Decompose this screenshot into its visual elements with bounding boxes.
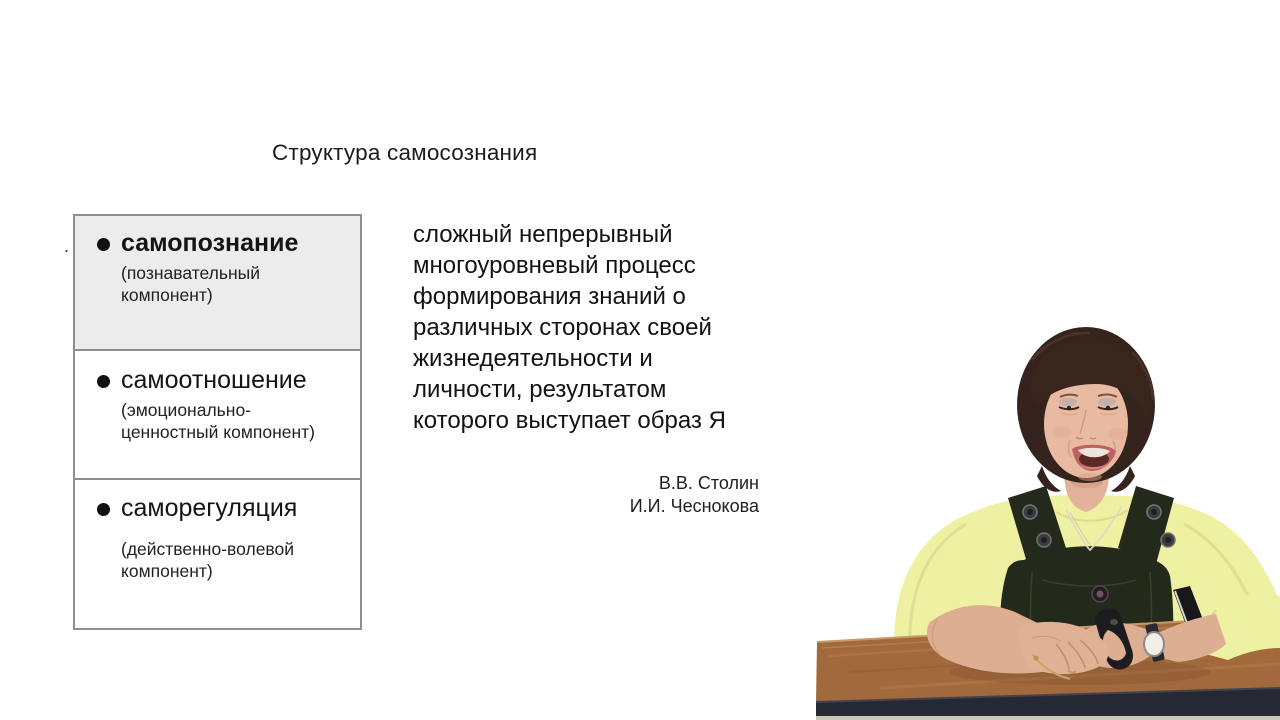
structure-note (121, 538, 350, 582)
authors (413, 472, 759, 517)
stray-mark: . (64, 236, 70, 256)
note-line: (эмоционально- (121, 400, 252, 420)
structure-note (121, 262, 350, 306)
bullet-icon (97, 238, 110, 251)
note-line: (действенно-волевой (121, 539, 295, 559)
structure-row-samoregulyaciya (75, 478, 360, 628)
structure-note (121, 399, 350, 443)
definition-line: сложный непрерывный (413, 221, 673, 248)
definition-text (413, 219, 783, 436)
structure-term: саморегуляция (121, 494, 298, 522)
note-line: компонент) (121, 285, 213, 305)
definition-line: жизнедеятельности и (413, 345, 653, 372)
author-name: И.И. Чеснокова (629, 495, 759, 516)
slide-title: Структура самосознания (272, 140, 538, 165)
note-line: компонент) (121, 561, 213, 581)
note-line: (познавательный (121, 263, 261, 283)
definition-line: которого выступает образ Я (413, 407, 726, 434)
structure-table (73, 214, 362, 630)
note-line: ценностный компонент) (121, 422, 315, 442)
bullet-icon (97, 375, 110, 388)
definition-line: различных сторонах своей (413, 314, 712, 341)
brooch (1092, 586, 1108, 602)
eyeshadow (1059, 398, 1077, 406)
structure-row-samootnoshenie (75, 349, 360, 478)
definition-line: формирования знаний о (413, 283, 686, 310)
structure-row-samopoznanie (75, 216, 360, 349)
definition-line: многоуровневый процесс (413, 252, 696, 279)
author-name: В.В. Столин (658, 473, 759, 493)
bullet-icon (97, 503, 110, 516)
structure-term: самоотношение (121, 366, 307, 394)
definition-line: личности, результатом (413, 376, 667, 403)
presenter-photo (780, 300, 1280, 720)
structure-term: самопознание (121, 229, 299, 257)
